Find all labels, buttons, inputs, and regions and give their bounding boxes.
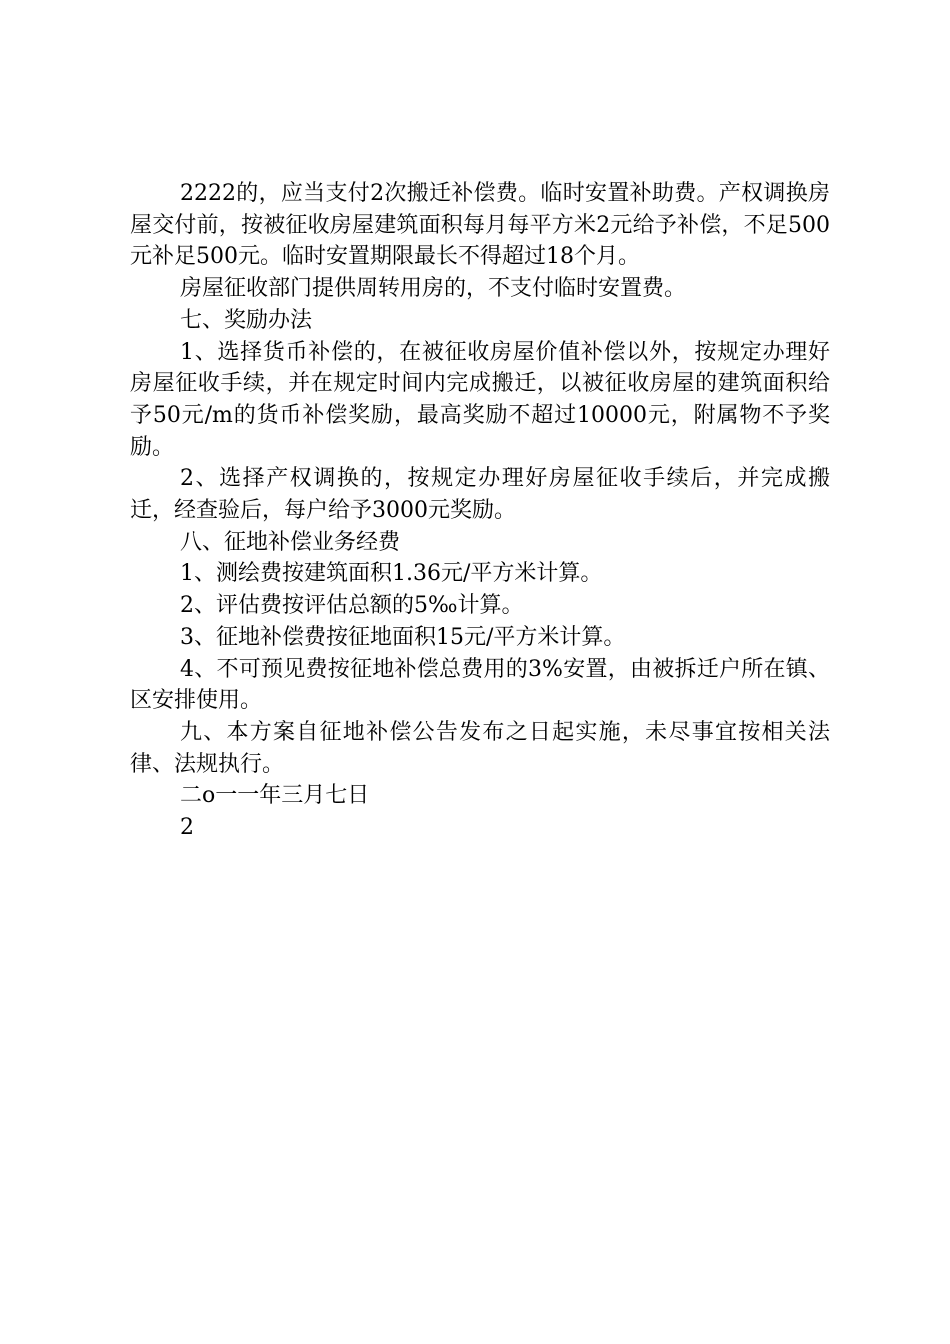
- paragraph-reward-monetary: 1、选择货币补偿的，在被征收房屋价值补偿以外，按规定办理好房屋征收手续，并在规定时间内完成搬迁，以被征收房屋的建筑面积给予50元/m的货币补偿奖励，最高奖励不超过10000元，附属物不予奖励。: [130, 339, 830, 460]
- paragraph-fee-surveying: 1、测绘费按建筑面积1.36元/平方米计算。: [180, 561, 603, 587]
- paragraph-reward-property-exchange: 2、选择产权调换的，按规定办理好房屋征收手续后，并完成搬迁，经查验后，每户给予3000元奖励。: [130, 466, 830, 524]
- page-number: 2: [180, 815, 194, 841]
- paragraph-fee-land-compensation: 3、征地补偿费按征地面积15元/平方米计算。: [180, 624, 626, 650]
- section-heading-service-fees: 八、征地补偿业务经费: [180, 529, 401, 555]
- paragraph-turnover-housing: 房屋征收部门提供周转用房的，不支付临时安置费。: [180, 276, 687, 302]
- section-heading-rewards: 七、奖励办法: [180, 307, 313, 333]
- paragraph-effective-date: 九、本方案自征地补偿公告发布之日起实施，未尽事宜按相关法律、法规执行。: [130, 719, 830, 777]
- paragraph-fee-contingency: 4、不可预见费按征地补偿总费用的3%安置，由被拆迁户所在镇、区安排使用。: [130, 656, 830, 714]
- paragraph-fee-appraisal: 2、评估费按评估总额的5‰计算。: [180, 593, 524, 619]
- paragraph-relocation-compensation: 2222的，应当支付2次搬迁补偿费。临时安置补助费。产权调换房屋交付前，按被征收房屋建筑面积每月每平方米2元给予补偿，不足500元补足500元。临时安置期限最长不得超过18个月。: [130, 181, 830, 270]
- document-date: 二o一一年三月七日: [180, 783, 370, 809]
- document-body: [130, 178, 830, 844]
